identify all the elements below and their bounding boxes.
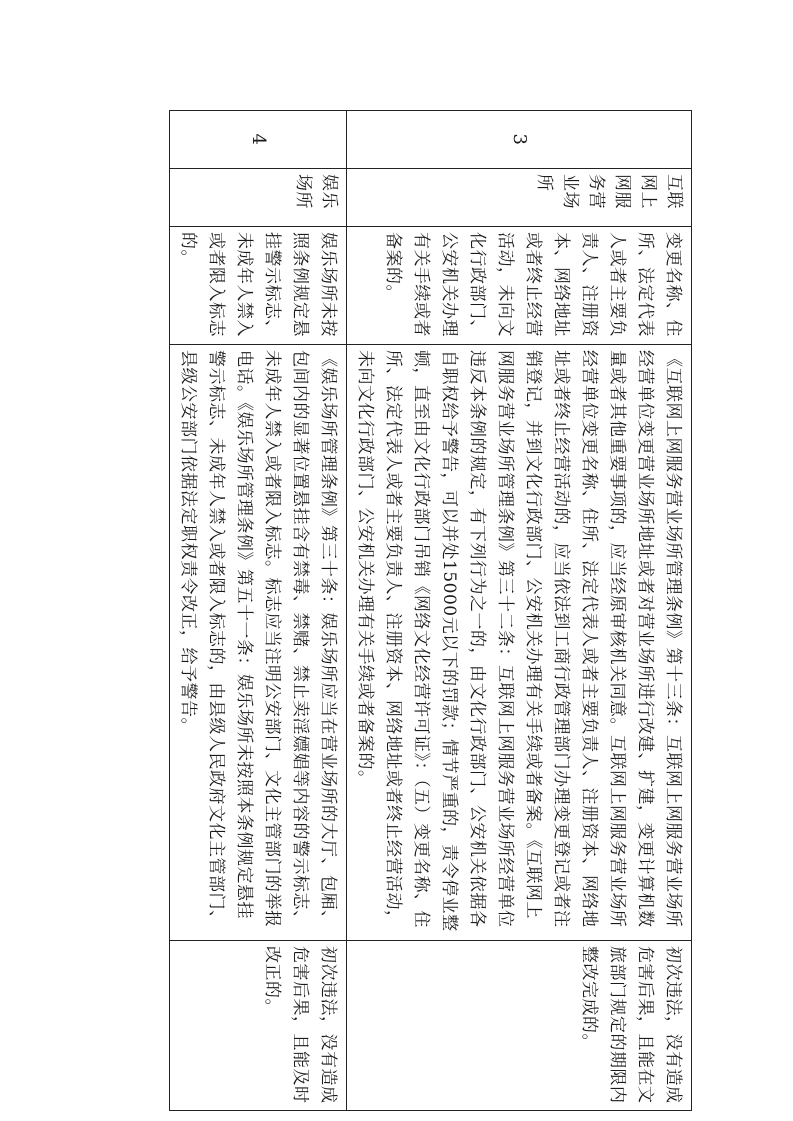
exemption-condition: 初次违法，没有造成危害后果，且能及时改正的。 (170, 941, 347, 1111)
violation-behavior: 娱乐场所未按照条例规定悬挂警示标志、未成年人禁入或者限入标志的。 (170, 227, 347, 345)
legal-basis (347, 345, 692, 941)
exemption-condition: 初次违法，没有造成危害后果，且能在文旅部门规定的期限内整改完成的。 (347, 941, 692, 1111)
enforcement-table (169, 110, 692, 1111)
row-number: 3 (347, 111, 692, 169)
item-name: 互联网上网服务营业场所 (347, 169, 692, 227)
legal-basis-text: 《娱乐场所管理条例》第三十条：娱乐场所应当在营业场所的大厅、包厢、包间内的显著位置悬挂含有禁毒、禁赌、禁止卖淫嫖娼等内容的警示标志、未成年人禁入或者限入标志。标志应当注明公安部门、文化主管部门的举报电话。《娱乐场所管理条例》第五十一条：娱乐场所未按照本条例规定悬挂警示标志、未成年人禁入或者限入标志的，由县级人民政府文化主管部门、县级公安部门依据法定职权责令改正，给予警告。 (178, 350, 338, 928)
violation-behavior: 变更名称、住所、法定代表人或者主要负责人、注册资本、网络地址或者终止经营活动，未向文化行政部门、公安机关办理有关手续或者备案的。 (347, 227, 692, 345)
row-number: 4 (170, 111, 347, 169)
rotated-table-page (178, 110, 692, 1110)
table-row (347, 111, 692, 1111)
item-name: 娱乐场所 (170, 169, 347, 227)
legal-basis (170, 345, 347, 941)
legal-basis-text: 《互联网上网服务营业场所管理条例》第十三条：互联网上网服务营业场所经营单位变更营业场所地址或者对营业场所进行改建、扩建，变更计算机数量或者其他重要事项的，应当经原审核机关同意。互联网上网服务营业场所经营单位变更名称、住所、法定代表人或者主要负责人、注册资本、网络地址或者终止经营活动的，应当依法到工商行政管理部门办理变更登记或者注销登记，并到文化行政部门、公安机关办理有关手续或者备案。《互联网上网服务营业场所管理条例》第三十二条：互联网上网服务营业场所经营单位违反本条例的规定，有下列行为之一的，由文化行政部门、公安机关依据各自职权给予警告，可以并处15000元以下的罚款；情节严重的，责令停业整顿，直至由文化行政部门吊销《网络文化经营许可证》：（五）变更名称、住所、法定代表人或者主要负责人、注册资本、网络地址或者终止经营活动，未向文化行政部门、公安机关办理有关手续或者备案的。 (355, 350, 683, 932)
table-row (170, 111, 347, 1111)
